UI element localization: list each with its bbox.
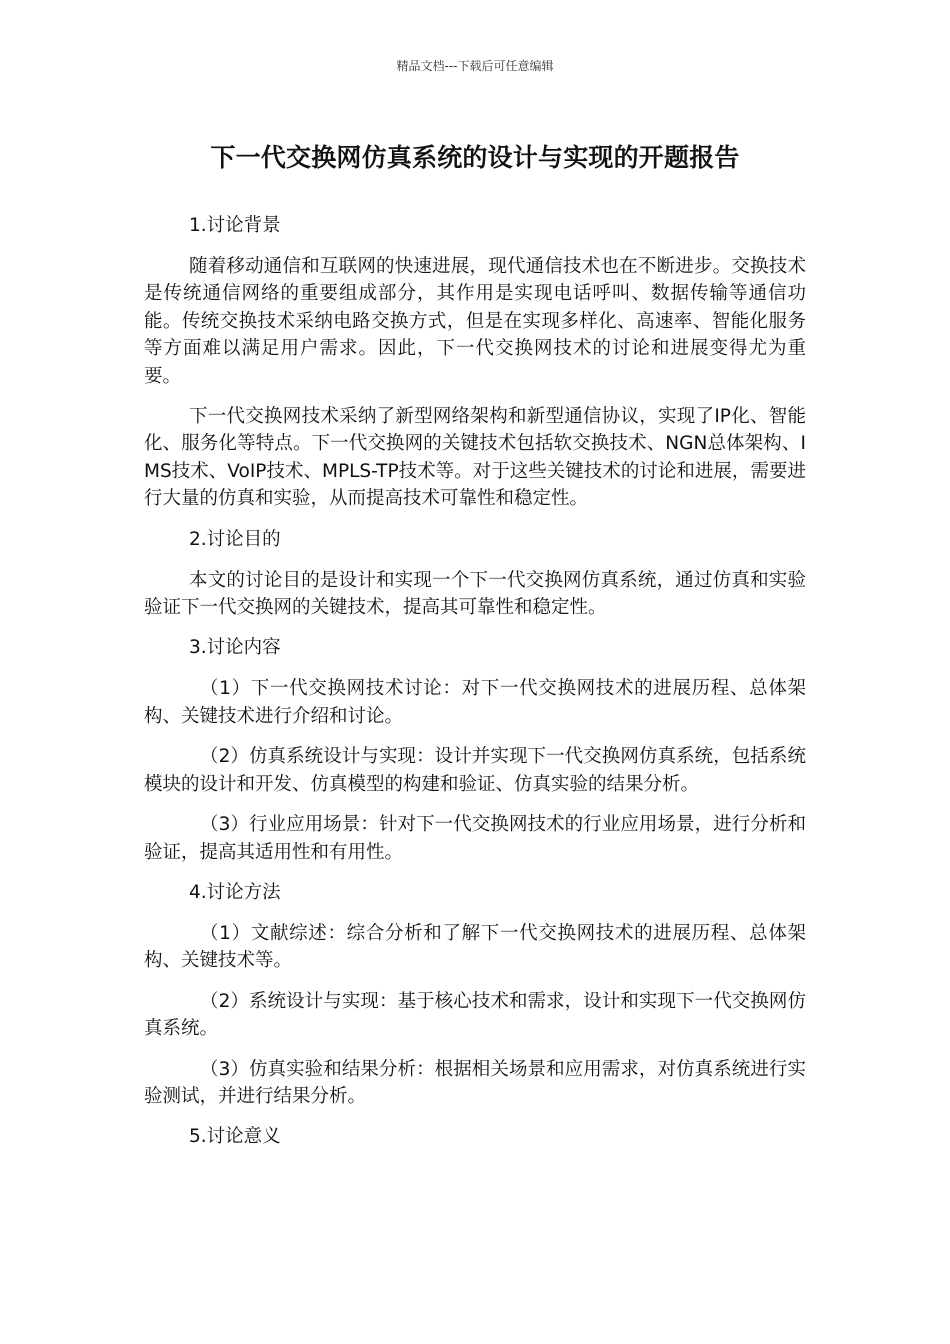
list-item: （1）文献综述：综合分析和了解下一代交换网技术的进展历程、总体架构、关键技术等。 <box>144 922 806 972</box>
paragraph: 下一代交换网技术采纳了新型网络架构和新型通信协议，实现了IP化、智能化、服务化等特点。下一代交换网的关键技术包括软交换技术、NGN总体架构、IMS技术、VoIP技术、MPLS-TP技术等。对于这些关键技术的讨论和进展，需要进行大量的仿真和实验，从而提高技术可靠性和稳定性。 <box>144 406 806 510</box>
list-item: （2）系统设计与实现：基于核心技术和需求，设计和实现下一代交换网仿真系统。 <box>144 990 806 1040</box>
list-item: （3）仿真实验和结果分析：根据相关场景和应用需求，对仿真系统进行实验测试，并进行结果分析。 <box>144 1058 806 1107</box>
section-significance <box>144 1123 806 1151</box>
section-heading: 5.讨论意义 <box>189 1126 281 1148</box>
section-heading: 1.讨论背景 <box>189 215 281 236</box>
section-content <box>144 634 806 865</box>
section-purpose <box>144 526 806 622</box>
document-title: 下一代交换网仿真系统的设计与实现的开题报告 <box>210 143 740 172</box>
section-background <box>144 212 806 513</box>
section-heading: 3.讨论内容 <box>189 637 281 659</box>
list-item: （1）下一代交换网技术讨论：对下一代交换网技术的进展历程、总体架构、关键技术进行介绍和讨论。 <box>144 678 806 727</box>
paragraph: 本文的讨论目的是设计和实现一个下一代交换网仿真系统，通过仿真和实验验证下一代交换网的关键技术，提高其可靠性和稳定性。 <box>144 569 806 619</box>
paragraph: 随着移动通信和互联网的快速进展，现代通信技术也在不断进步。交换技术是传统通信网络的重要组成部分，其作用是实现电话呼叫、数据传输等通信功能。传统交换技术采纳电路交换方式，但是在实现多样化、高速率、智能化服务等方面难以满足用户需求。因此，下一代交换网技术的讨论和进展变得尤为重要。 <box>144 256 806 387</box>
list-item: （2）仿真系统设计与实现：设计并实现下一代交换网仿真系统，包括系统模块的设计和开发、仿真模型的构建和验证、仿真实验的结果分析。 <box>144 746 806 795</box>
section-heading: 4.讨论方法 <box>189 881 281 903</box>
section-methods <box>144 879 806 1110</box>
section-heading: 2.讨论目的 <box>189 528 281 550</box>
list-item: （3）行业应用场景：针对下一代交换网技术的行业应用场景，进行分析和验证，提高其适用性和有用性。 <box>144 814 806 863</box>
document-body <box>144 212 806 1164</box>
header-note: 精品文档---下载后可任意编辑 <box>396 59 554 73</box>
